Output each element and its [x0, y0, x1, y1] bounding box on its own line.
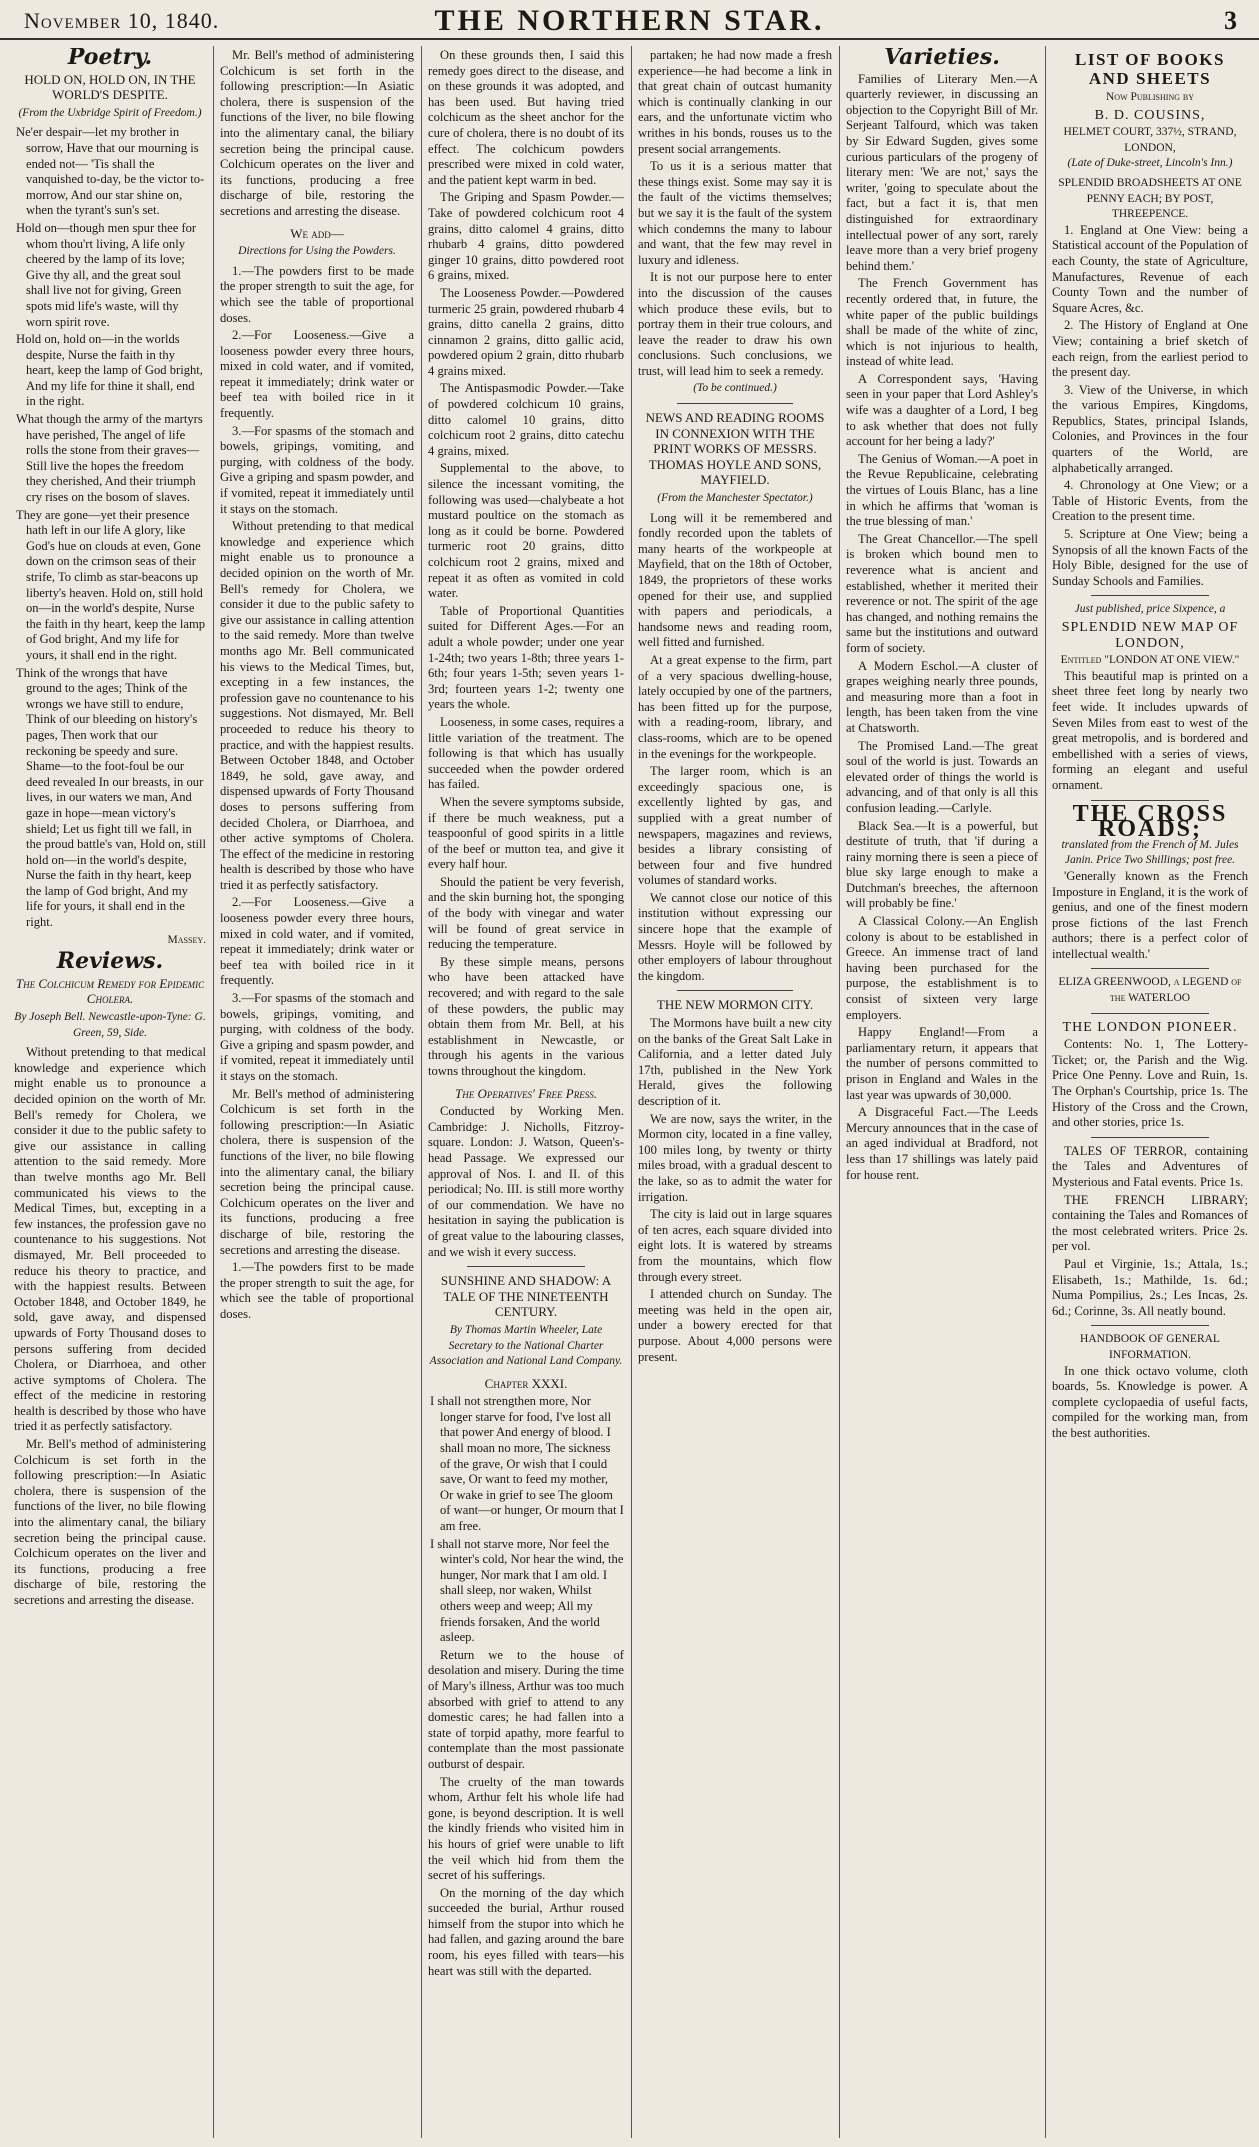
verse-stanza: I shall not strengthen more, Nor longer starve for food, I've lost all that power And energy of blood. I shall moan no more, The sickness of the grave, Or wish that I could save, Or want to feed my mother, Or wake in grief to see The gloom of want—or hunger, Or mourn that I am free. — [430, 1394, 624, 1534]
section-divider — [677, 990, 793, 991]
book-list-item: 3. View of the Universe, in which the various Empires, Kingdoms, Republics, States, principal Islands, Colonies, and Provinces in the four quarters of the World, are alphabetically arranged. — [1052, 382, 1248, 475]
poem-stanza: Ne'er despair—let my brother in sorrow, Have that our mourning is ended not— 'Tis shall the vanquished to-day, be the victor to-morrow, And our star shine on, when the tyrant's sun's set. — [16, 125, 205, 218]
map-price-line: Just published, price Sixpence, a — [1074, 603, 1226, 616]
sunshine-chapter: Chapter XXXI. — [484, 1375, 568, 1391]
variety-item: The French Government has recently ordered that, in future, the white paper of the public buildings shall be made of the white of zinc, which is not injurious to health, instead of white lead. — [846, 276, 1038, 369]
variety-item: The Promised Land.—The great soul of the world is just. Towards an elevated order of things the world is advancing, and of that only is all this confusion leading.—Carlyle. — [846, 738, 1038, 815]
book-list-item: 5. Scripture at One View; being a Synopsis of all the known Facts of the Holy Bible, designed for the use of Sunday Schools and Families. — [1052, 527, 1248, 588]
article-paragraph: Supplemental to the above, to silence the incessant vomiting, the following was used—chalybeate a hot mustard poultice on the stomach as long as it could be borne. Powdered turmeric root 20 grains, ditto colchicum root 2 grains, mixed and repeat it as often as vomited in cold water. — [428, 461, 624, 601]
directions-heading: We add— — [290, 225, 344, 241]
column-rule — [839, 46, 840, 2138]
section-divider — [1091, 1325, 1209, 1326]
column-6 — [1048, 48, 1252, 2138]
tales-of-terror-ad: TALES OF TERROR, containing the Tales and Adventures of Mysterious and Fatal events. Price 1s. — [1052, 1143, 1248, 1189]
poem-source: (From the Uxbridge Spirit of Freedom.) — [18, 106, 202, 119]
page-number: 3 — [1224, 6, 1237, 35]
section-divider — [1091, 1013, 1209, 1014]
column-1 — [10, 48, 210, 2138]
directions-subheading: Directions for Using the Powders. — [238, 245, 396, 258]
directions-item: 2.—For Looseness.—Give a looseness powder every three hours, mixed in cold water, and if vomited, repeat it immediately; drink water or beef tea with boiled rice in it frequently. — [220, 328, 414, 421]
sunshine-paragraph: On the morning of the day which succeeded the burial, Arthur roused himself from the stupor into which he had fallen, and gazing around the bare room, his eyes filled with tears—his heart was still with the departed. — [428, 1885, 624, 1978]
news-rooms-paragraph: At a great expense to the firm, part of a very spacious dwelling-house, lately occupied by one of the partners, has been fitted up for the purpose, with a reading-room, library, and class-rooms, which are to be opened in the evenings for the workpeople. — [638, 652, 832, 761]
review-paragraph: Without pretending to that medical knowledge and experience which might enable us to pronounce a decided opinion on the worth of Mr. Bell's remedy for Cholera, we consider it due to the public safety to give our assistance in calling attention to the said remedy. More than twelve months ago Mr. Bell communicated his views to the Medical Times, but, excepting in a few instances, the profession gave no countenance to his suggestions. Not dismayed, Mr. Bell proceeded to reduce his theory to practice, and with the happiest results. Between October 1848, and October 1849, he sold, gave away, and dispensed upwards of Forty Thousand doses to persons suffering from decided Cholera, or Diarrhoea, and other active symptoms of Cholera. The effect of the medicine in restoring health is described by those who have tried it as perfectly satisfactory. — [14, 1045, 206, 1434]
mormon-paragraph: We are now, says the writer, in the Mormon city, located in a fine valley, 100 miles long, by twenty or thirty miles broad, with a gradual descent to the lake, so as to admit the water for irrigation. — [638, 1111, 832, 1204]
review-paragraph: Mr. Bell's method of administering Colchicum is set forth in the following prescription:—In Asiatic cholera, there is suspension of the functions of the liver, no bile flowing into the alimentary canal, the biliary secretion being the principal cause. Colchicum operates on the liver and its functions, producing a free discharge of bile, restoring the secretions and arresting the disease. — [14, 1437, 206, 1607]
variety-item: A Correspondent says, 'Having seen in your paper that Lord Ashley's wife was a daughter of a Lord, I beg to ask whether that does not fully account for her being a lady?' — [846, 371, 1038, 449]
article-paragraph: Should the patient be very feverish, and the skin burning hot, the sponging of the body with vinegar and water will be found of great service in reducing the temperature. — [428, 874, 624, 952]
article-paragraph: The Antispasmodic Powder.—Take of powdered colchicum 10 grains, ditto calomel 10 grains, ditto colchicum root 2 grains, ditto catechu 4 grains, mixed. — [428, 381, 624, 458]
book-list-item: 1. England at One View: being a Statistical account of the Population of each County, the state of Agriculture, Manufactures, Revenue of each County Town and the number of Square Acres, &c. — [1052, 222, 1248, 315]
mormon-paragraph: I attended church on Sunday. The meeting was held in the open air, under a bowery erected for that purpose. About 4,000 persons were present. — [638, 1287, 832, 1364]
map-description: This beautiful map is printed on a sheet three feet long by nearly two feet wide. It includes upwards of Seven Miles from east to west of the great metropolis, and is bordered and embellished with a series of views, forming an elegant and useful ornament. — [1052, 668, 1248, 792]
column-rule — [213, 46, 214, 2138]
free-press-title: The Operatives' Free Press. — [455, 1085, 597, 1101]
directions-item: 2.—For Looseness.—Give a looseness powder every three hours, mixed in cold water, and if vomited, repeat it immediately; drink water or beef tea with boiled rice in it frequently. — [220, 895, 414, 988]
news-rooms-paragraph: Long will it be remembered and fondly recorded upon the tablets of many hearts of the workpeople at Mayfield, that on the 18th of October, 1849, the proprietors of these works opened for their use, and supplied with papers and periodicals, a handsome news and reading room, well fitted and furnished. — [638, 510, 832, 650]
article-paragraph: When the severe symptoms subside, if there be much weakness, put a teaspoonful of good spirits in a little of the beef or mutton tea, and give it every half hour. — [428, 794, 624, 872]
book-list-item: 4. Chronology at One View; or a Table of Historic Events, from the Creation to the present time. — [1052, 478, 1248, 524]
poem-stanza: Hold on, hold on—in the worlds despite, Nurse the faith in thy heart, keep the lamp of God bright, And my life for thine it shall, end in the right. — [16, 332, 203, 409]
to-be-continued: (To be continued.) — [693, 382, 777, 395]
cross-roads-subtitle: translated from the French of M. Jules Janin. Price Two Shillings; post free. — [1061, 838, 1239, 867]
sunshine-paragraph: partaken; he had now made a fresh experience—he had become a link in that great chain of outcast humanity which is continually clanking in our ears, and the unfortunate victim who writhes in his bonds, rouses us to the present social arrangements. — [638, 48, 832, 156]
section-divider — [677, 403, 793, 404]
poem-stanza: What though the army of the martyrs have perished, The angel of life rolls the stone from their graves— Still live the hopes the freedom they cherished, And their triumph cry rises on the bosom of slaves. — [16, 412, 203, 505]
mormon-city-title: THE NEW MORMON CITY. — [656, 997, 814, 1013]
poetry-section-title: Poetry. — [67, 48, 153, 70]
sunshine-paragraph: Return we to the house of desolation and misery. During the time of Mary's illness, Arthur was too much absorbed with grief to attend to any domestic cares; he had fallen into a state of torpid apathy, more fearful to contemplate than the most passionate outburst of despair. — [428, 1647, 624, 1771]
verse-stanza: I shall not starve more, Nor feel the winter's cold, Nor hear the wind, the hunger, Nor mark that I am old. I shall sleep, nor waken, Whilst others weep and weep; All my friends forsaken, And the world asleep. — [430, 1536, 624, 1645]
review-paragraph: Mr. Bell's method of administering Colchicum is set forth in the following prescription:—In Asiatic cholera, there is suspension of the functions of the liver, no bile flowing into the alimentary canal, the biliary secretion being the principal cause. Colchicum operates on the liver and its functions, producing a free discharge of bile, restoring the secretions and arresting the disease. — [220, 48, 414, 218]
column-rule — [421, 46, 422, 2138]
article-paragraph: The Looseness Powder.—Powdered turmeric 25 grain, powdered rhubarb 4 grains, ditto canella 2 grains, ditto cinnamon 2 grains, ditto gallic acid, powdered opium 2 grain, ditto rhubarb 4 grains mixed. — [428, 285, 624, 378]
map-subtitle: Entitled "LONDON AT ONE VIEW." — [1060, 654, 1240, 667]
review-paragraph: Mr. Bell's method of administering Colchicum is set forth in the following prescription:—In Asiatic cholera, there is suspension of the functions of the liver, no bile flowing into the alimentary canal, the biliary secretion being the principal cause. Colchicum operates on the liver and its functions, producing a free discharge of bile, restoring the secretions and arresting the disease. — [220, 1086, 414, 1257]
book-list-item: 2. The History of England at One View; containing a brief sketch of each reign, from the earliest period to the present day. — [1052, 318, 1248, 380]
book-list-subheading: Now Publishing by — [1105, 91, 1194, 103]
column-2 — [216, 48, 418, 2138]
cross-roads-description: 'Generally known as the French Imposture in England, it is the work of genius, and one of the finest modern prose fictions of the last French authors; there is a perfect color of intellectual wealth.' — [1052, 868, 1248, 961]
variety-item: The Genius of Woman.—A poet in the Revue Republicaine, celebrating the virtues of Louis Blanc, has a line in which he affirms that 'woman is the true blessing of man.' — [846, 451, 1038, 529]
directions-item: 1.—The powders first to be made the proper strength to suit the age, for which see the table of proportional doses. — [220, 263, 414, 325]
sunshine-verse — [428, 1394, 624, 1646]
map-title: SPLENDID NEW MAP OF LONDON, — [1061, 620, 1239, 651]
variety-item: A Modern Eschol.—A cluster of grapes weighing nearly three pounds, and measuring more than a foot in length, has been taken from the vine at Chatsworth. — [846, 658, 1038, 735]
sunshine-byline: By Thomas Martin Wheeler, Late Secretary to the National Charter Association and National Land Company. — [429, 1323, 623, 1368]
poem-signature: Massey. — [167, 933, 206, 946]
variety-item: A Classical Colony.—An English colony is about to be established in Greece. An immense tract of land having been purchased for the purpose, the establishment is to consist of sixteen very large employers. — [846, 914, 1038, 1022]
sunshine-paragraph: The cruelty of the man towards whom, Arthur felt his whole life had gone, is beyond description. It is well the kindly friends who visited him in his hours of grief were unable to lift the veil which hid from them the secret of his sufferings. — [428, 1774, 624, 1883]
sunshine-paragraph: To us it is a serious matter that these things exist. Some may say it is the fault of the victims themselves; but we say it is the fault of the system which condemns the many to labour and want, that the few may revel in luxury and idleness. — [638, 159, 832, 267]
french-library-ad: THE FRENCH LIBRARY; containing the Tales and Romances of the most celebrated writers. Price 2s. per vol. — [1052, 1192, 1248, 1254]
cross-roads-title: THE CROSS ROADS; — [1072, 800, 1228, 843]
column-4 — [634, 48, 836, 2138]
issue-date: November 10, 1840. — [24, 8, 220, 33]
column-5 — [842, 48, 1042, 2138]
article-paragraph: Table of Proportional Quantities suited for Different Ages.—For an adult a whole powder; under one year 1-24th; two years 1-8th; three years 1-6th; four years 1-5th; seven years 1-3rd; fourteen years 1-2; twenty one years the whole. — [428, 603, 624, 712]
handbook-description: In one thick octavo volume, cloth boards, 5s. Knowledge is power. A complete cyclopaedia of useful facts, compiled for the working man, from the best authorities. — [1052, 1363, 1248, 1440]
directions-item: 3.—For spasms of the stomach and bowels, gripings, vomiting, and purging, with coldness of the body. Give a griping and spasm powder, and if vomited, repeat it immediately until it stays on the stomach. — [220, 423, 414, 516]
london-pioneer-description: Contents: No. 1, The Lottery-Ticket; or, the Parish and the Wig. Price One Penny. Love and Ruin, 1s. The Orphan's Courtship, price 1s. The History of the Cross and the Crown, and other stories, price 1s. — [1052, 1037, 1248, 1130]
handbook-title: HANDBOOK OF GENERAL INFORMATION. — [1080, 1333, 1220, 1361]
mormon-paragraph: The city is laid out in large squares of ten acres, each square divided into eight lots. It is watered by streams from the mountains, which flow through every street. — [638, 1207, 832, 1284]
reviews-section-title: Reviews. — [56, 948, 164, 975]
article-paragraph: The Griping and Spasm Powder.—Take of powdered colchicum root 4 grains, ditto calomel 4 grains, ditto rhubarb 4 grains, ditto powdered ginger 10 grains, ditto powdered root 6 grains, mixed. — [428, 190, 624, 283]
variety-item: The Great Chancellor.—The spell is broken which bound men to reverence what is ancient and established, whether it merited their reverence or not. The spirit of the age has changed, and nothing remains the same but the institutions and outward form of society. — [846, 531, 1038, 655]
section-divider — [1091, 1137, 1209, 1138]
directions-item: 1.—The powders first to be made the proper strength to suit the age, for which see the table of proportional doses. — [220, 1260, 414, 1321]
variety-item: Black Sea.—It is a powerful, but destitute of truth, that 'if during a rainy morning there is seen a piece of blue sky large enough to make a Dutchman's breeches, the afternoon will probably be fine.' — [846, 818, 1038, 911]
article-paragraph: By these simple means, persons who have been attacked have recovered; and with regard to the sale of these powders, the public may obtain them from Mr. Bell, at his establishment in Newcastle, or through his agents in the various towns throughout the kingdom. — [428, 954, 624, 1078]
section-divider — [1091, 968, 1209, 969]
poem-title: HOLD ON, HOLD ON, IN THE WORLD'S DESPITE. — [24, 71, 196, 103]
publisher-name: B. D. COUSINS, — [1094, 107, 1206, 123]
newspaper-title: THE NORTHERN STAR. — [434, 4, 825, 37]
review-byline: By Joseph Bell. Newcastle-upon-Tyne: G. Green, 59, Side. — [14, 1011, 206, 1039]
varieties-section-title: Varieties. — [884, 48, 1000, 70]
poem-stanza: Think of the wrongs that have ground to the ages; Think of the wrongs we have still to endure, Think of our bleeding on history's pages, Then work that our reckoning be speedy and sure. Shame—to the foot-foul be our deed revealed In our breasts, in our lives, in our waters we man, And gaze in hope—mean victory's shield; Let us fight till we fall, in the proud battle's van, Hold on, still hold on—in the world's despite, Nurse the faith in thy heart, keep the lamp of God bright, And my life for yours, it shall end in the right. — [16, 665, 206, 930]
variety-item: A Disgraceful Fact.—The Leeds Mercury announces that in the case of an aged individual at Bradford, not less than 17 shillings was lately paid for house rent. — [846, 1105, 1038, 1182]
section-divider — [1091, 595, 1209, 596]
news-rooms-paragraph: The larger room, which is an exceedingly spacious one, is excellently lighted by gas, and supplied with a great number of newspapers, magazines and reviews, besides a library consisting of between four and five hundred volumes of standard works. — [638, 764, 832, 888]
news-rooms-source: (From the Manchester Spectator.) — [657, 492, 813, 505]
column-rule — [1045, 46, 1046, 2138]
review-paragraph: Without pretending to that medical knowledge and experience which might enable us to pronounce a decided opinion on the worth of Mr. Bell's remedy for Cholera, we consider it due to the public safety to give our assistance in calling attention to the said remedy. More than twelve months ago Mr. Bell communicated his views to the Medical Times, but, excepting in a few instances, the profession gave no countenance to his suggestions. Not dismayed, Mr. Bell proceeded to reduce his theory to practice, and with the happiest results. Between October 1848, and October 1849, he sold, gave away, and dispensed upwards of Forty Thousand doses to persons suffering from decided Cholera, or Diarrhoea, and other active symptoms of Cholera. The effect of the medicine in restoring health is described by those who have tried it as perfectly satisfactory. — [220, 519, 414, 892]
article-paragraph: On these grounds then, I said this remedy goes direct to the disease, and on these grounds it was adopted, and has been used. But having tried colchicum as the sheet anchor for the cure of cholera, there is no doubt of its effect. The colchicum powders prescribed were mixed in cold water, and the patient kept warm in bed. — [428, 48, 624, 187]
waterloo-legend-title: ELIZA GREENWOOD, a LEGEND of the WATERLOO — [1058, 976, 1242, 1005]
london-pioneer-title: THE LONDON PIONEER. — [1062, 1019, 1238, 1035]
review-title: The Colchicum Remedy for Epidemic Cholera. — [15, 975, 205, 1007]
poem-body — [14, 125, 206, 930]
publisher-address: HELMET COURT, 337½, STRAND, LONDON, — [1063, 126, 1237, 154]
book-list-heading: LIST OF BOOKS AND SHEETS — [1075, 50, 1225, 88]
sunshine-title: SUNSHINE AND SHADOW: A TALE OF THE NINETEENTH CENTURY. — [440, 1273, 612, 1320]
section-divider — [467, 1266, 585, 1267]
article-paragraph: Looseness, in some cases, requires a little variation of the treatment. The following is that which has usually succeeded when the powder ordered has failed. — [428, 714, 624, 792]
sunshine-paragraph: It is not our purpose here to enter into the discussion of the causes which produce these evils, but to portray them in their true colours, and leave the reader to draw his own conclusions. Such conclusions, we trust, will lead him to seek a remedy. — [638, 270, 832, 378]
french-library-list: Paul et Virginie, 1s.; Attala, 1s.; Elisabeth, 1s.; Mathilde, 1s. 6d.; Numa Pompilius, 2s.; Les Incas, 2s. 6d.; Corinne, 3s. All neatly bound. — [1052, 1256, 1248, 1318]
poem-stanza: They are gone—yet their presence hath left in our life A glory, like God's hue on clouds at even, Gone down on the crimson seas of their strife, To climb as star-beacons up liberty's heaven. Hold on, still hold on—in the world's despite, Nurse the faith in thy heart, keep the lamp of God bright, And my life for yours, it shall end in the right. — [16, 507, 206, 662]
variety-item: Families of Literary Men.—A quarterly reviewer, in discussing an objection to the Copyright Bill of Mr. Serjeant Talfourd, which was taken by Sir Edward Sugden, gives some curious particulars of the progeny of literary men: 'We are not,' says the writer, 'going to speculate about the fact, but a fact it is, that men distinguished for extraordinary intellectual power of any sort, rarely leave more than a very brief progeny behind them.' — [846, 71, 1038, 273]
mormon-paragraph: The Mormons have built a new city on the banks of the Great Salt Lake in California, and a letter dated July 17th, published in the New York Herald, gives the following description of it. — [638, 1016, 832, 1108]
publisher-address-note: (Late of Duke-street, Lincoln's Inn.) — [1067, 157, 1233, 170]
broadsheets-heading: SPLENDID BROADSHEETS AT ONE PENNY EACH; BY POST, THREEPENCE. — [1058, 176, 1242, 221]
news-rooms-paragraph: We cannot close our notice of this institution without expressing our sincere hope that the example of Messrs. Hoyle will be followed by other employers of labour throughout the kingdom. — [638, 890, 832, 983]
directions-item: 3.—For spasms of the stomach and bowels, gripings, vomiting, and purging, with coldness of the body. Give a griping and spasm powder, and if vomited, repeat it immediately until it stays on the stomach. — [220, 991, 414, 1083]
variety-item: Happy England!—From a parliamentary return, it appears that the number of persons committed to prison in England and Wales in the last year was upwards of 30,000. — [846, 1025, 1038, 1102]
masthead — [0, 0, 1259, 40]
column-3 — [424, 48, 628, 2138]
poem-stanza: Hold on—though men spur thee for whom thou'rt living, A life only cheered by the lamp of its love; Give thy all, and the great soul shall live not for giving, Green spots mid life's waste, will thy worn spirit rove. — [16, 220, 197, 329]
free-press-paragraph: Conducted by Working Men. Cambridge: J. Nicholls, Fitzroy-square. London: J. Watson, Queen's-head Passage. We expressed our approval of Nos. I. and II. of this periodical; No. III. is still more worthy of our commendation. We have no hesitation in saying the publication is of great value to the labouring classes, and we wish it every success. — [428, 1104, 624, 1259]
news-rooms-title: NEWS AND READING ROOMS IN CONNEXION WITH THE PRINT WORKS OF MESSRS. THOMAS HOYLE AND SONS, MAYFIELD. — [645, 410, 825, 488]
column-rule — [631, 46, 632, 2138]
